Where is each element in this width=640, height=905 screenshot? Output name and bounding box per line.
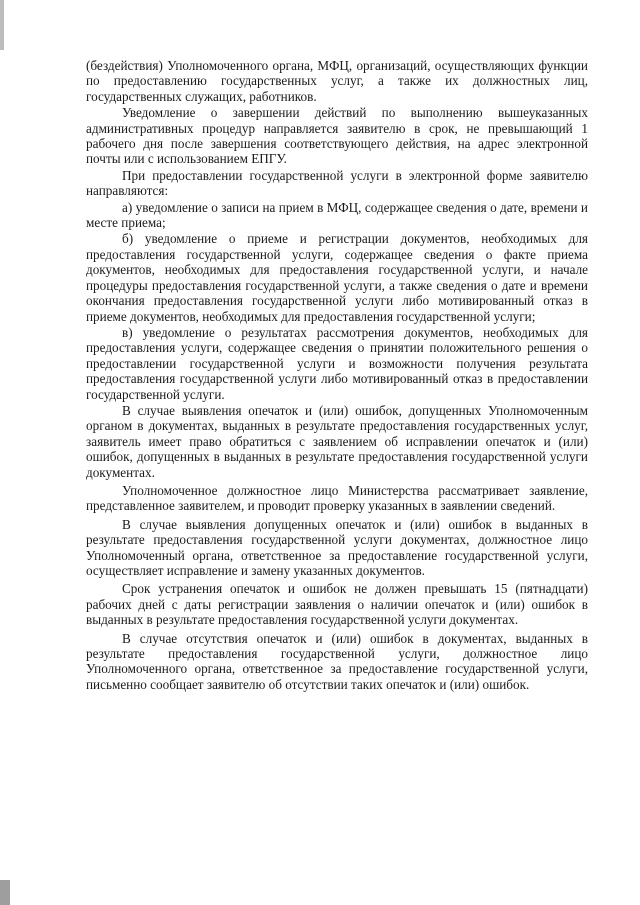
document-body (86, 58, 588, 693)
scan-edge-mark (0, 0, 4, 50)
paragraph: В случае выявления опечаток и (или) ошибок, допущенных Уполномоченным органом в документах, выданных в результате предоставления государственных услуг, заявитель имеет право обратиться с заявлением об исправлении опечаток и (или) ошибок, допущенных в выданных в результате предоставления государственной услуги документах. (86, 402, 588, 480)
paragraph: а) уведомление о записи на прием в МФЦ, содержащее сведения о дате, времени и месте приема; (86, 199, 588, 231)
paragraph: В случае выявления допущенных опечаток и (или) ошибок в выданных в результате предоставления государственной услуги документах, должностное лицо Уполномоченный органа, ответственное за предоставление государственной услуги, осуществляет исправление и замену указанных документов. (86, 516, 588, 578)
paragraph: Уполномоченное должностное лицо Министерства рассматривает заявление, представленное заявителем, и проводит проверку указанных в заявлении сведений. (86, 482, 588, 514)
paragraph: При предоставлении государственной услуги в электронной форме заявителю направляются: (86, 167, 588, 199)
paragraph: в) уведомление о результатах рассмотрения документов, необходимых для предоставления услуги, содержащее сведения о принятии положительного решения о предоставлении государственной услуги и возможности получения результата предоставления государственной услуги либо мотивированный отказ в предоставлении государственной услуги. (86, 324, 588, 402)
scan-edge-mark (0, 880, 10, 905)
paragraph: В случае отсутствия опечаток и (или) ошибок в документах, выданных в результате предоставления государственной услуги, должностное лицо Уполномоченного органа, ответственное за предоставление государственной услуги, письменно сообщает заявителю об отсутствии таких опечаток и (или) ошибок. (86, 630, 588, 692)
paragraph: Срок устранения опечаток и ошибок не должен превышать 15 (пятнадцати) рабочих дней с даты регистрации заявления о наличии опечаток и (или) ошибок в выданных в результате предоставления государственной услуги документах. (86, 581, 588, 628)
paragraph: (бездействия) Уполномоченного органа, МФЦ, организаций, осуществляющих функции по предоставлению государственных услуг, а также их должностных лиц, государственных служащих, работников. (86, 58, 588, 104)
paragraph: Уведомление о завершении действий по выполнению вышеуказанных административных процедур направляется заявителю в срок, не превышающий 1 рабочего дня после завершения соответствующего действия, на адрес электронной почты или с использованием ЕПГУ. (86, 105, 588, 167)
paragraph: б) уведомление о приеме и регистрации документов, необходимых для предоставления государственной услуги, содержащее сведения о факте приема документов, необходимых для предоставления государственной услуги, и начале процедуры предоставления государственной услуги, а также сведения о дате и времени окончания предоставления государственной услуги либо мотивированный отказ в приеме документов, необходимых для предоставления государственной услуги; (86, 231, 588, 324)
